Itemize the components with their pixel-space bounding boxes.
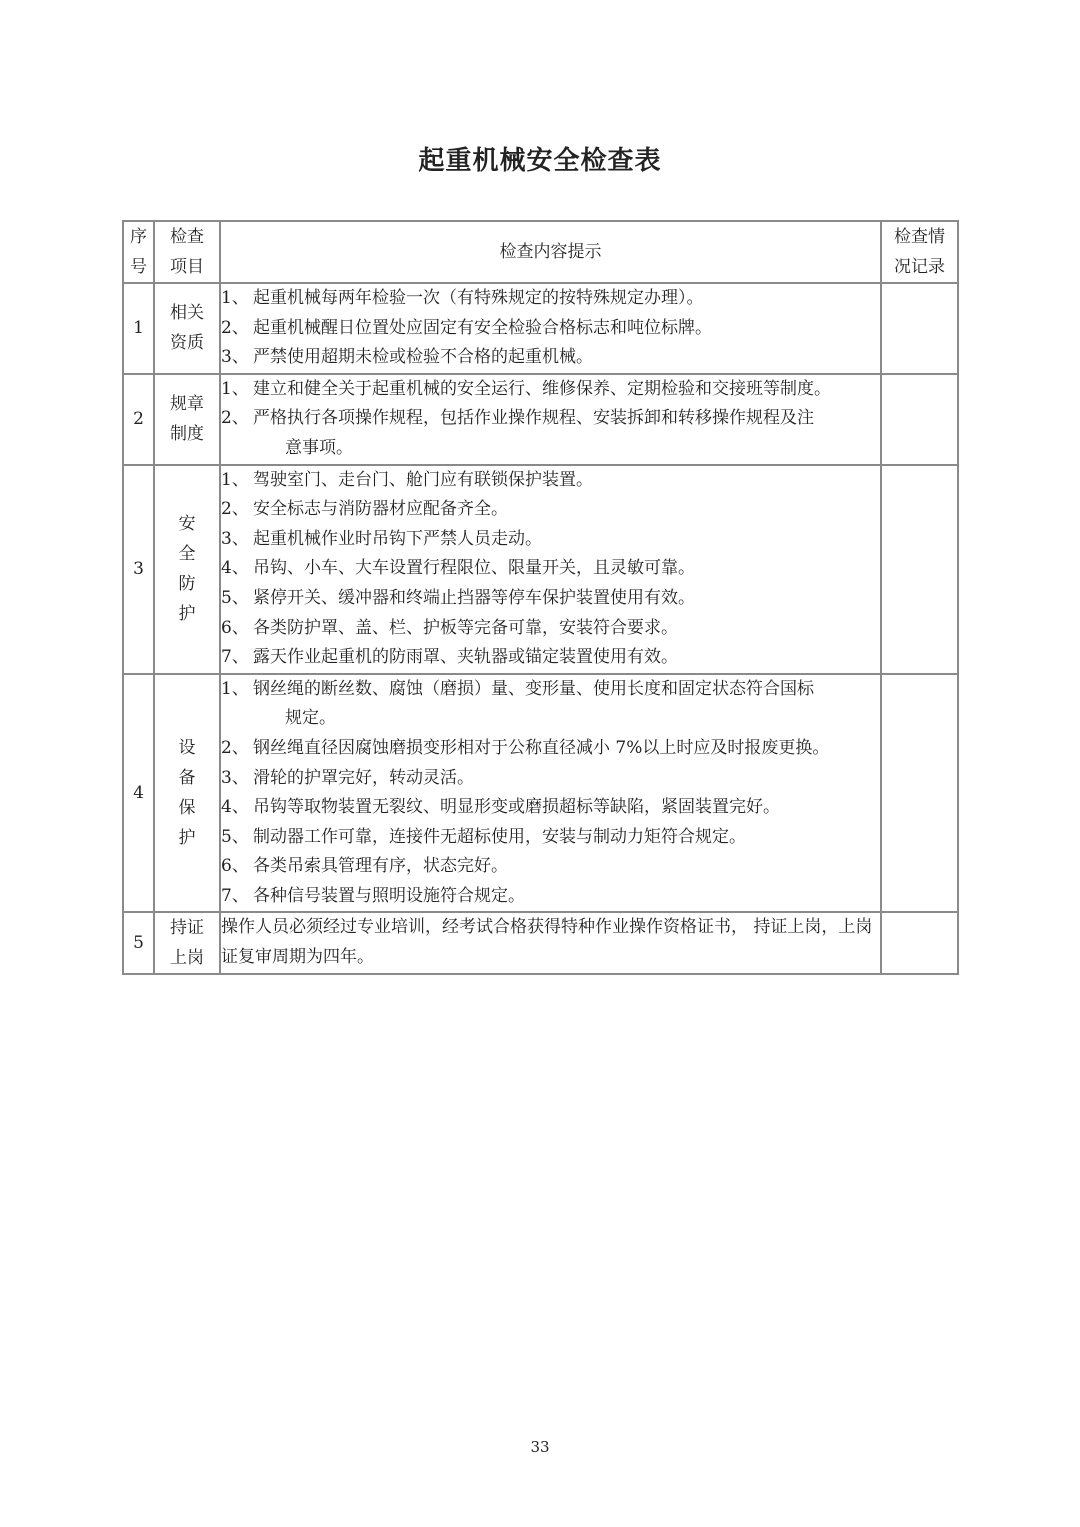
table-row [123, 674, 958, 913]
content-line: 7、 各种信号装置与照明设施符合规定。 [221, 885, 525, 906]
page-title: 起重机械安全检查表 [418, 146, 662, 176]
row-no: 5 [123, 912, 154, 974]
row-item: 持证 上岗 [154, 912, 220, 974]
table-row [123, 374, 958, 465]
content-line: 3、 滑轮的护罩完好，转动灵活。 [221, 767, 474, 788]
page-number: 33 [530, 1438, 550, 1456]
content-line: 意事项。 [285, 437, 353, 458]
header-content: 检查内容提示 [220, 221, 881, 283]
row-record-cell[interactable] [881, 674, 958, 913]
row-content [220, 283, 881, 374]
content-line: 6、 各类吊索具管理有序，状态完好。 [221, 856, 508, 877]
content-line: 7、 露天作业起重机的防雨罩、夹轨器或锚定装置使用有效。 [221, 647, 678, 668]
row-record-cell[interactable] [881, 283, 958, 374]
row-record-cell[interactable] [881, 465, 958, 674]
content-line: 1、 建立和健全关于起重机械的安全运行、维修保养、定期检验和交接班等制度。 [221, 378, 831, 399]
content-line: 1、 钢丝绳的断丝数、腐蚀（磨损）量、变形量、使用长度和固定状态符合国标 [221, 678, 814, 699]
table-row [123, 465, 958, 674]
content-line: 5、 紧停开关、缓冲器和终端止挡器等停车保护装置使用有效。 [221, 587, 695, 608]
row-item: 设 备 保 护 [154, 674, 220, 913]
row-record-cell[interactable] [881, 912, 958, 974]
content-line: 3、 严禁使用超期未检或检验不合格的起重机械。 [221, 347, 593, 368]
content-line: 规定。 [285, 708, 336, 729]
content-line: 2、 钢丝绳直径因腐蚀磨损变形相对于公称直径减小 7%以上时应及时报废更换。 [221, 737, 830, 758]
table-row [123, 912, 958, 974]
header-item: 检查 项目 [154, 221, 220, 283]
row-no: 3 [123, 465, 154, 674]
content-paragraph: 操作人员必须经过专业培训，经考试合格获得特种作业操作资格证书， 持证上岗，上岗证复审周期为四年。 [221, 917, 873, 968]
content-line: 6、 各类防护罩、盖、栏、护板等完备可靠，安装符合要求。 [221, 617, 678, 638]
content-line: 3、 起重机械作业时吊钩下严禁人员走动。 [221, 528, 542, 549]
content-line: 4、 吊钩等取物装置无裂纹、明显形变或磨损超标等缺陷，紧固装置完好。 [221, 797, 780, 818]
row-content [220, 374, 881, 465]
header-record: 检查情 况记录 [881, 221, 958, 283]
content-line: 2、 起重机械醒日位置处应固定有安全检验合格标志和吨位标牌。 [221, 317, 712, 338]
content-line: 2、 严格执行各项操作规程，包括作业操作规程、安装拆卸和转移操作规程及注 [221, 408, 814, 429]
content-line: 1、 驾驶室门、走台门、舱门应有联锁保护装置。 [221, 469, 593, 490]
row-item: 规章 制度 [154, 374, 220, 465]
content-line: 5、 制动器工作可靠，连接件无超标使用，安装与制动力矩符合规定。 [221, 826, 746, 847]
row-content [220, 912, 881, 974]
row-item: 安 全 防 护 [154, 465, 220, 674]
row-no: 1 [123, 283, 154, 374]
row-content [220, 465, 881, 674]
inspection-table [122, 220, 959, 975]
content-line: 4、 吊钩、小车、大车设置行程限位、限量开关，且灵敏可靠。 [221, 558, 695, 579]
row-item: 相关 资质 [154, 283, 220, 374]
row-no: 4 [123, 674, 154, 913]
table-row [123, 283, 958, 374]
content-line: 2、 安全标志与消防器材应配备齐全。 [221, 499, 508, 520]
table-header-row [123, 221, 958, 283]
row-record-cell[interactable] [881, 374, 958, 465]
row-content [220, 674, 881, 913]
content-line: 1、 起重机械每两年检验一次（有特殊规定的按特殊规定办理）。 [221, 288, 704, 308]
row-no: 2 [123, 374, 154, 465]
header-no: 序 号 [123, 221, 154, 283]
